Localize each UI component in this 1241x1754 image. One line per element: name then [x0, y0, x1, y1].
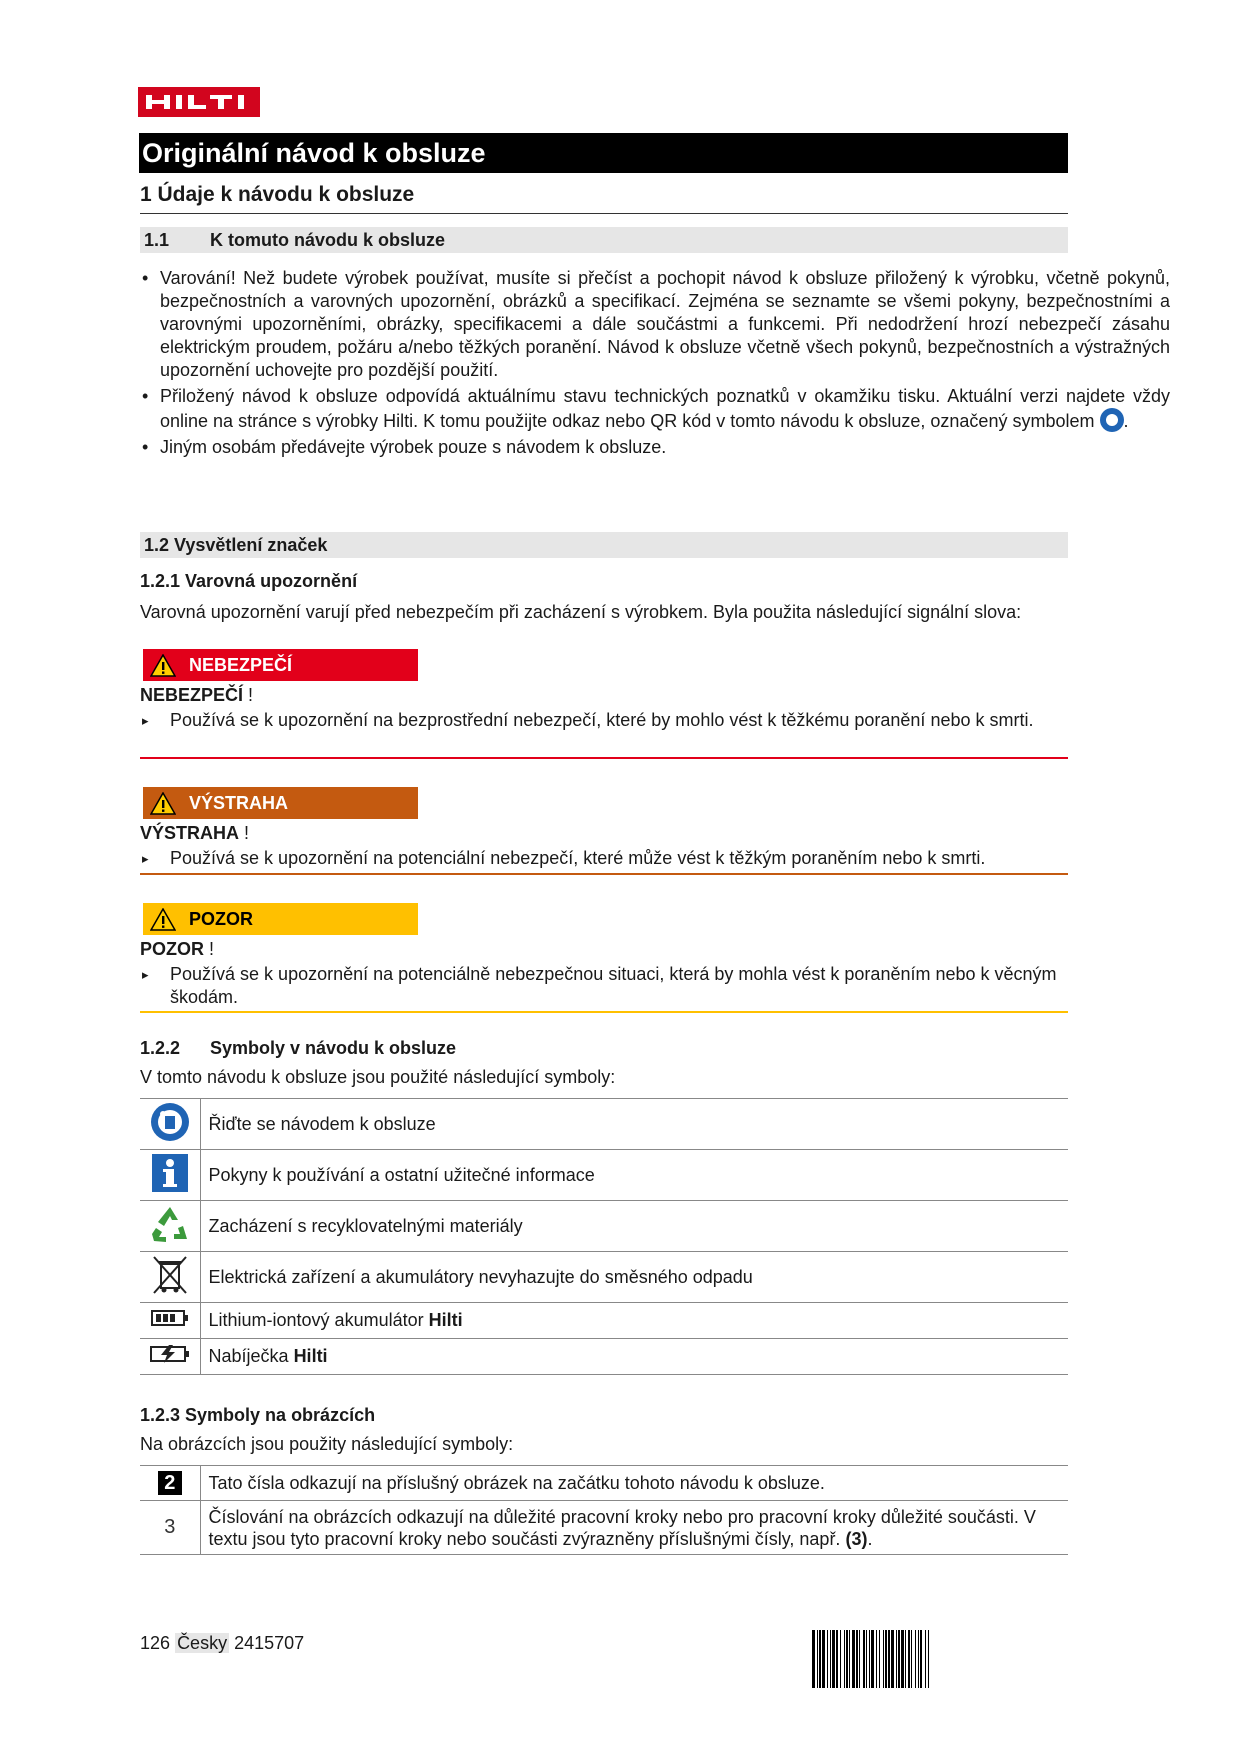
section-1-2-3-intro: Na obrázcích jsou použity následující symboly: [140, 1434, 514, 1454]
symbol-description: Lithium-iontový akumulátor Hilti [200, 1303, 1068, 1339]
danger-label: NEBEZPEČÍ [143, 649, 418, 681]
warning-triangle-icon [147, 654, 179, 677]
barcode [812, 1630, 1068, 1688]
section-1-2-1-intro: Varovná upozornění varují před nebezpečím při zacházení s výrobkem. Byla použita následující signální slova: [140, 602, 1022, 622]
list-item: • Varování! Než budete výrobek používat, musíte si přečíst a pochopit návod k obsluze přiložený k výrobku, včetně pokynů, bezpečnostních a varovných upozornění, obrázků a specifikací. Zejména se seznamte se všemi pokyny, bezpečnostními a varovnými upozorněními, obrázky, specifikacemi a dále součástmi a funkcemi. Při nedodržení hrozí nebezpečí zásahu elektrickým proudem, požáru a/nebo těžkých poranění. Návod k obsluze včetně všech pokynů, bezpečnostních a výstražných upozornění uchovejte pro pozdější použití. [140, 267, 1170, 382]
section-1-2-2-heading: 1.2.2 Symboly v návodu k obsluze [140, 1038, 457, 1058]
charger-icon [140, 1339, 200, 1375]
document-number: 2415707 [234, 1633, 305, 1653]
danger-title: NEBEZPEČÍ ! [140, 685, 254, 705]
table-row [140, 1501, 1068, 1555]
table-row [140, 1099, 1068, 1150]
figure-number-symbol: 2 [140, 1466, 200, 1501]
danger-text: ▸ Používá se k upozornění na bezprostřední nebezpečí, které by mohlo vést k těžkému poranění nebo k smrti. [140, 709, 1068, 732]
table-row [140, 1339, 1068, 1375]
table-row [140, 1466, 1068, 1501]
warning-title: VÝSTRAHA ! [140, 823, 250, 843]
page-footer [140, 1633, 304, 1654]
table-row [140, 1303, 1068, 1339]
symbol-description: Zacházení s recyklovatelnými materiály [200, 1201, 1068, 1252]
warning-label: VÝSTRAHA [143, 787, 418, 819]
danger-divider [140, 757, 1068, 759]
read-manual-icon [140, 1099, 200, 1150]
read-manual-icon [1100, 408, 1124, 432]
section-1-2-heading: 1.2 Vysvětlení značek [140, 532, 1068, 558]
crossed-bin-icon [140, 1252, 200, 1303]
section-1-2-3-heading: 1.2.3 Symboly na obrázcích [140, 1405, 376, 1425]
symbol-description: Tato čísla odkazují na příslušný obrázek na začátku tohoto návodu k obsluze. [200, 1466, 1068, 1501]
figure-symbols-table [140, 1465, 1068, 1555]
list-item: • Jiným osobám předávejte výrobek pouze s návodem k obsluze. [140, 436, 1170, 459]
caution-label: POZOR [143, 903, 418, 935]
hilti-logo-mark [144, 94, 254, 110]
caution-title: POZOR ! [140, 939, 215, 959]
info-icon [140, 1150, 200, 1201]
bullet-list [140, 267, 1170, 462]
section-number: 1.1 [144, 230, 170, 250]
table-row [140, 1252, 1068, 1303]
symbol-description: Elektrická zařízení a akumulátory nevyhazujte do směsného odpadu [200, 1252, 1068, 1303]
table-row [140, 1150, 1068, 1201]
section-1-heading: 1 Údaje k návodu k obsluze [140, 184, 1068, 214]
section-title: K tomuto návodu k obsluze [210, 230, 446, 250]
caution-divider [140, 1011, 1068, 1013]
step-number-symbol: 3 [140, 1501, 200, 1555]
warning-triangle-icon [147, 792, 179, 815]
warning-triangle-icon [147, 908, 179, 931]
caution-text: ▸ Používá se k upozornění na potenciálně nebezpečnou situaci, která by mohla vést k poraněním nebo k věcným škodám. [140, 963, 1068, 1009]
symbol-description: Pokyny k používání a ostatní užitečné informace [200, 1150, 1068, 1201]
hilti-logo [138, 87, 260, 117]
symbol-description: Řiďte se návodem k obsluze [200, 1099, 1068, 1150]
warning-divider [140, 873, 1068, 875]
language-label: Česky [177, 1633, 228, 1653]
page-number: 126 [140, 1633, 171, 1653]
list-item: • Přiložený návod k obsluze odpovídá aktuálnímu stavu technických poznatků v okamžiku tisku. Aktuální verzi najdete vždy online na stránce s výrobky Hilti. K tomu použijte odkaz nebo QR kód v tomto návodu k obsluze, označený symbolem . [140, 385, 1170, 433]
symbol-description: Číslování na obrázcích odkazují na důležité pracovní kroky nebo pro pracovní kroky důležité součásti. V textu jsou tyto pracovní kroky nebo součásti zvýrazněny příslušnými čísly, např. (3). [200, 1501, 1068, 1555]
battery-icon [140, 1303, 200, 1339]
manual-symbols-table [140, 1098, 1068, 1375]
section-1-2-2-intro: V tomto návodu k obsluze jsou použité následující symboly: [140, 1067, 616, 1087]
warning-text: ▸ Používá se k upozornění na potenciální nebezpečí, které může vést k těžkým poraněním nebo k smrti. [140, 847, 1068, 870]
section-1-2-1-heading: 1.2.1 Varovná upozornění [140, 571, 358, 591]
section-1-1-heading [140, 227, 1068, 253]
recycle-icon [140, 1201, 200, 1252]
symbol-description: Nabíječka Hilti [200, 1339, 1068, 1375]
table-row [140, 1201, 1068, 1252]
page-title: Originální návod k obsluze [139, 133, 1068, 173]
